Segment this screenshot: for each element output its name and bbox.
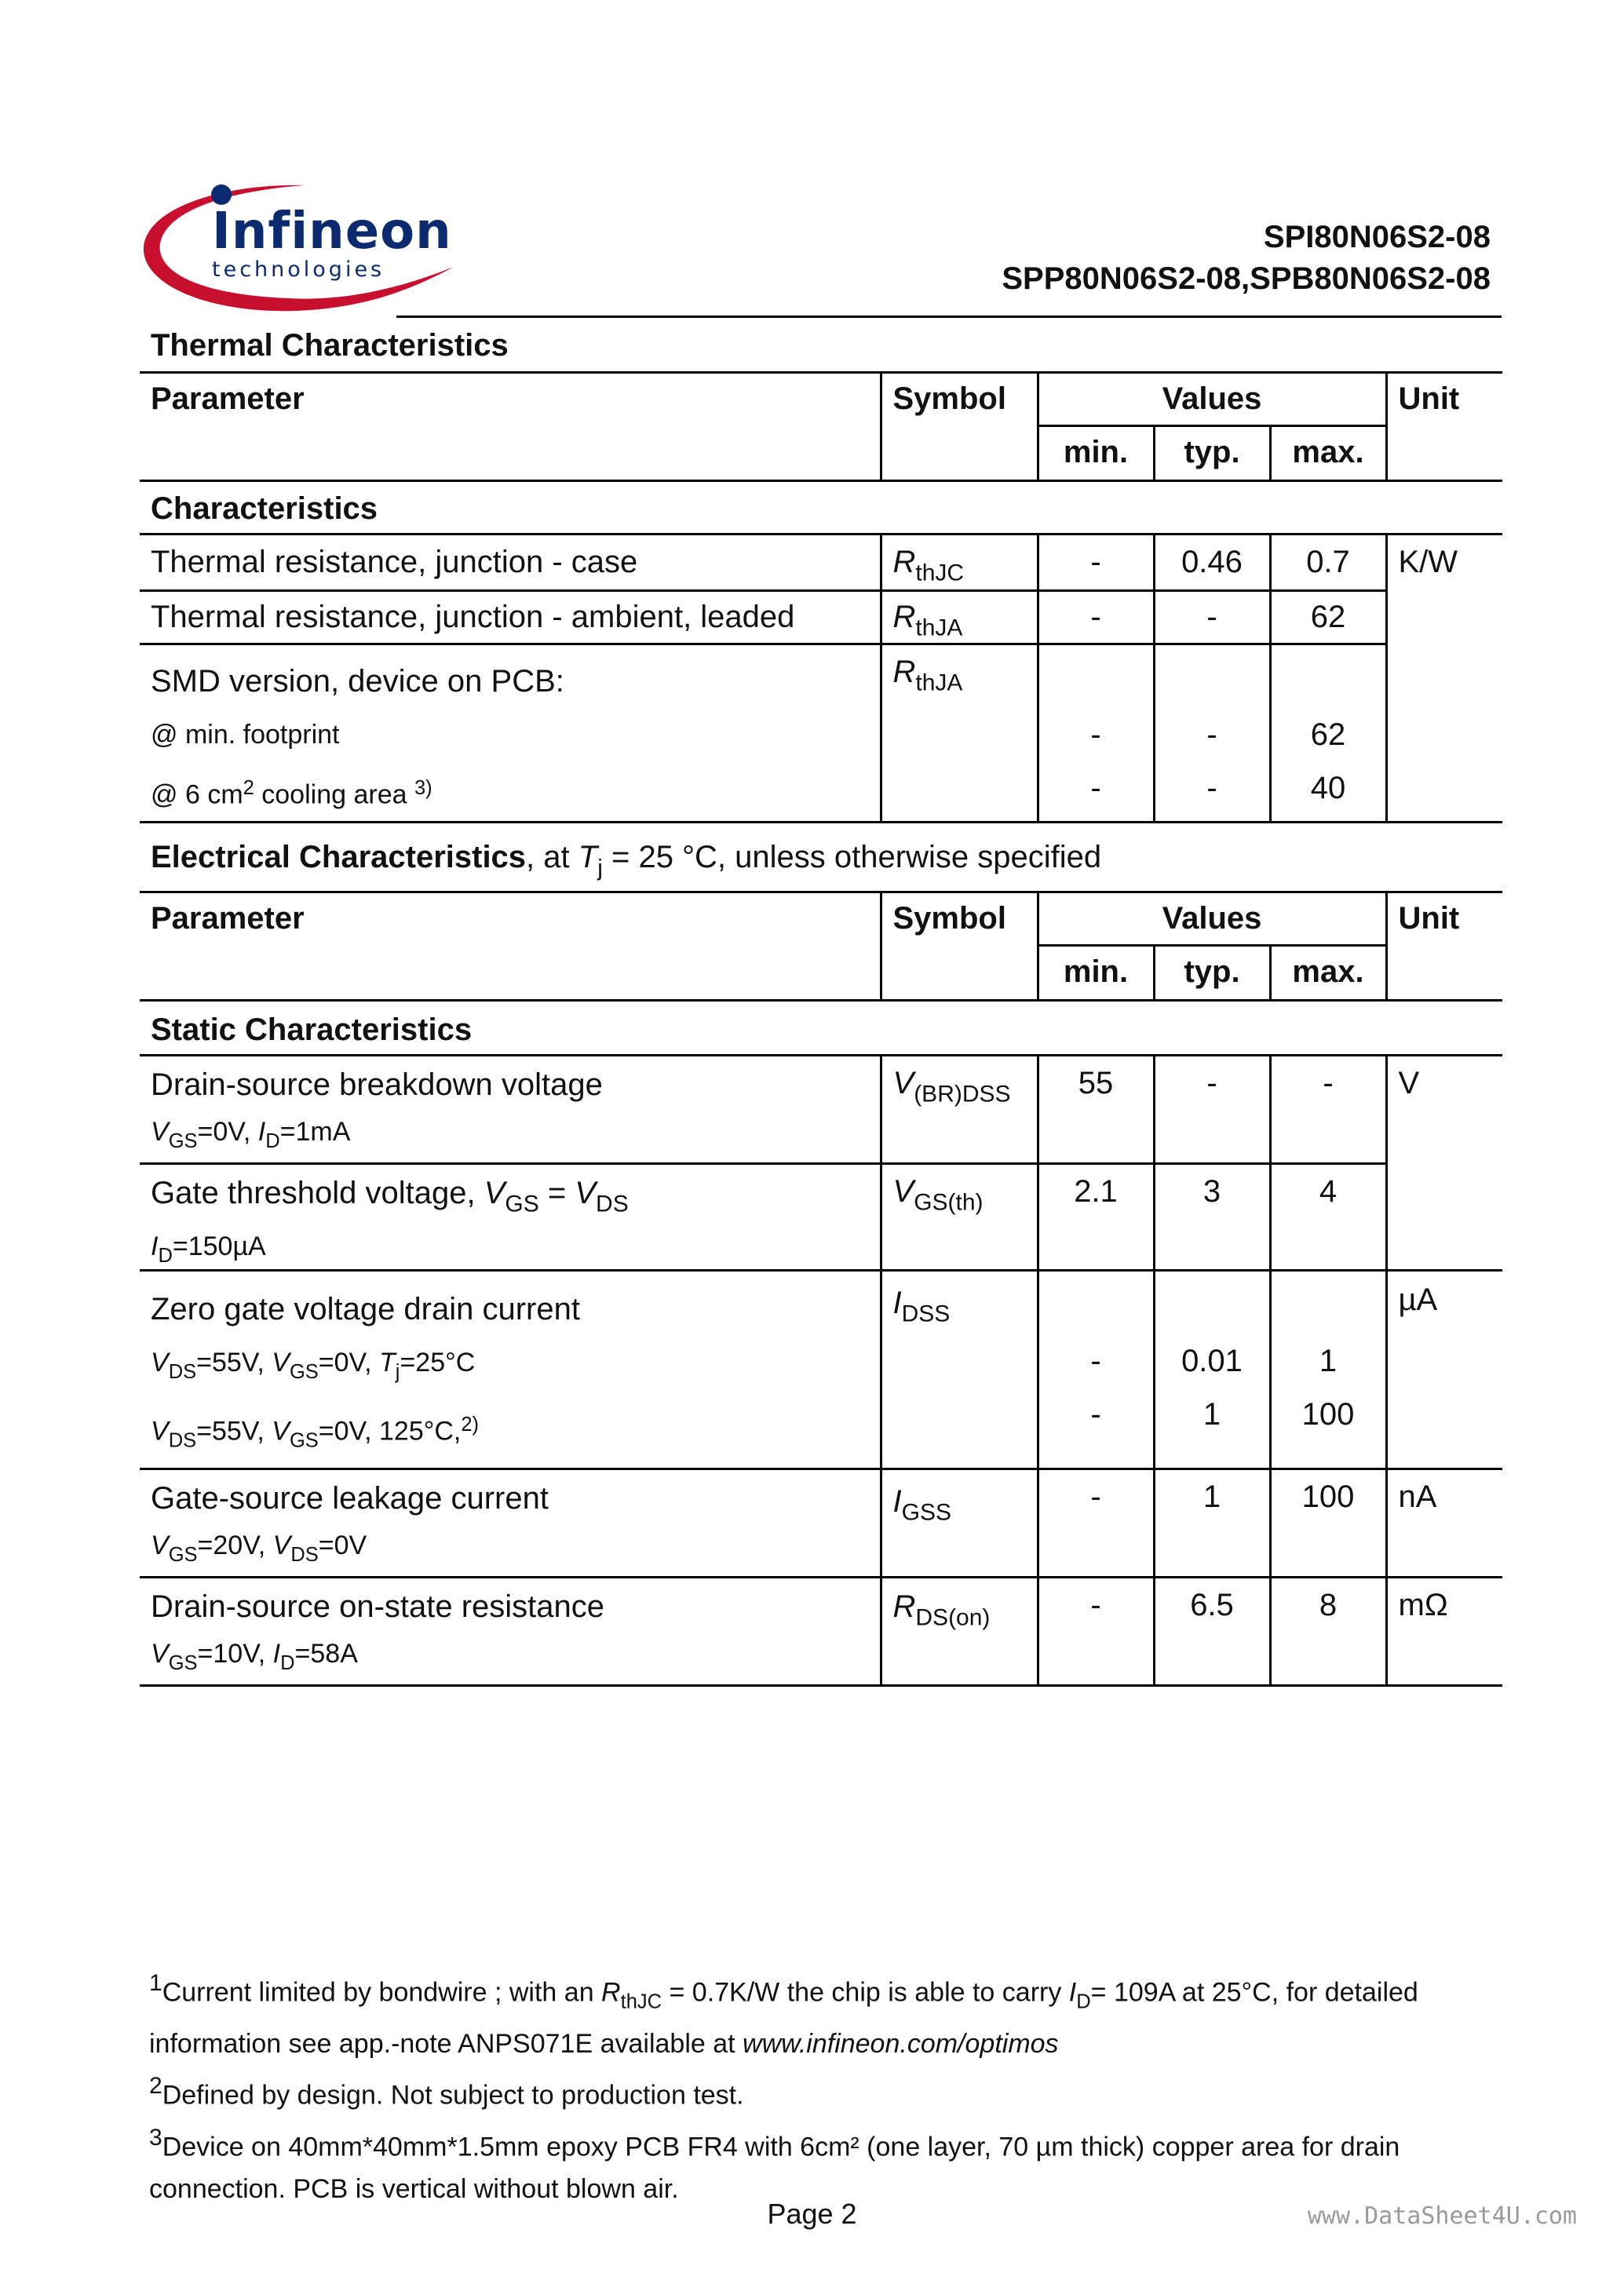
col-header-parameter: Parameter bbox=[151, 381, 305, 416]
typ-cell: - - bbox=[1154, 644, 1270, 822]
max-cell: 4 bbox=[1270, 1163, 1386, 1270]
watermark: www.DataSheet4U.com bbox=[1307, 2202, 1577, 2230]
param-cell: Gate-source leakage current $V_{GS}=20V$, $V_{DS}=0V$ bbox=[151, 1480, 549, 1566]
col-header-values: Values bbox=[1038, 892, 1386, 945]
section-title: Electrical Characteristics, at $T_j = 25$ °C, unless otherwise specified bbox=[151, 840, 1102, 881]
max-cell: 8 bbox=[1270, 1577, 1386, 1685]
symbol-cell: $R_{thJC}$ bbox=[881, 534, 1038, 590]
unit-cell: µA bbox=[1386, 1270, 1502, 1469]
electrical-characteristics-table bbox=[140, 840, 1502, 1687]
page-number: Page 2 bbox=[767, 2198, 857, 2230]
typ-cell: 3 bbox=[1154, 1163, 1270, 1270]
max-cell: 100 bbox=[1270, 1469, 1386, 1577]
param-cell: SMD version, device on PCB: @ min. footprint @ 6 $cm^2$ cooling area $^{3)}$ bbox=[151, 663, 564, 809]
col-header-symbol: Symbol bbox=[881, 892, 1038, 1000]
max-cell: 62 bbox=[1270, 590, 1386, 644]
table-row bbox=[140, 1163, 1502, 1270]
table-row bbox=[140, 590, 1502, 644]
footnotes bbox=[149, 1962, 1499, 2210]
footnote-3: 3Device on 40mm*40mm*1.5mm epoxy PCB FR4 with 6cm² (one layer, 70 µm thick) copper area for drain bbox=[149, 2124, 1400, 2162]
table-row bbox=[140, 534, 1502, 590]
col-header-unit: Unit bbox=[1386, 892, 1502, 1000]
param-cell: Zero gate voltage drain current $V_{DS}=55V$, $V_{GS}=0V$, $T_j=25^\circ C$ $V_{DS}=55V$, $V_{GS}=0V$, 125°C,$^{2)}$ bbox=[151, 1291, 580, 1452]
param-cell: Drain-source on-state resistance $V_{GS}=10V$, $I_D=58A$ bbox=[151, 1589, 605, 1674]
section-title: Thermal Characteristics bbox=[151, 328, 509, 363]
symbol-cell: $I_{GSS}$ bbox=[881, 1469, 1038, 1577]
footnote-3-line-2: connection. PCB is vertical without blown air. bbox=[149, 2174, 679, 2205]
min-cell: - - bbox=[1038, 644, 1154, 822]
param-cell: Thermal resistance, junction - case bbox=[151, 544, 638, 579]
col-header-symbol: Symbol bbox=[881, 372, 1038, 480]
unit-cell: K/W bbox=[1386, 534, 1502, 822]
min-cell: - - bbox=[1038, 1270, 1154, 1469]
typ-cell: 0.01 1 bbox=[1154, 1270, 1270, 1469]
param-cell: Drain-source breakdown voltage $V_{GS}=0V$, $I_D=1mA$ bbox=[151, 1067, 603, 1152]
unit-cell: nA bbox=[1386, 1469, 1502, 1577]
max-cell: 1 100 bbox=[1270, 1270, 1386, 1469]
part-numbers bbox=[1002, 217, 1491, 300]
part-number-line-1: SPI80N06S2-08 bbox=[1263, 220, 1491, 254]
table-row bbox=[140, 1469, 1502, 1577]
col-header-typ: typ. bbox=[1154, 425, 1270, 480]
symbol-cell: $R_{thJA}$ bbox=[881, 644, 1038, 822]
symbol-cell: $R_{thJA}$ bbox=[881, 590, 1038, 644]
footnote-2: 2Defined by design. Not subject to production test. bbox=[149, 2073, 744, 2111]
footnote-1: 1Current limited by bondwire ; with an $R_{thJC} = 0.7K/W$ the chip is able to carry $I_D= 109A$ at 25°C, for detailed bbox=[149, 1970, 1418, 2013]
table-row bbox=[140, 644, 1502, 822]
typ-cell: 6.5 bbox=[1154, 1577, 1270, 1685]
min-cell: 55 bbox=[1038, 1055, 1154, 1163]
col-header-parameter: Parameter bbox=[151, 900, 305, 936]
max-cell: 0.7 bbox=[1270, 534, 1386, 590]
logo-tagline: technologies bbox=[212, 257, 385, 282]
col-header-typ: typ. bbox=[1154, 945, 1270, 1000]
unit-cell: V bbox=[1386, 1055, 1502, 1270]
table-row bbox=[140, 1577, 1502, 1685]
table-row bbox=[140, 1055, 1502, 1163]
param-cell: Thermal resistance, junction - ambient, leaded bbox=[151, 599, 795, 634]
typ-cell: - bbox=[1154, 1055, 1270, 1163]
symbol-cell: $R_{DS(on)}$ bbox=[881, 1577, 1038, 1685]
thermal-characteristics-table bbox=[140, 328, 1502, 823]
typ-cell: - bbox=[1154, 590, 1270, 644]
group-title: Characteristics bbox=[151, 491, 378, 526]
min-cell: 2.1 bbox=[1038, 1163, 1154, 1270]
max-cell: - bbox=[1270, 1055, 1386, 1163]
logo-wordmark: Infineon bbox=[212, 202, 452, 261]
col-header-max: max. bbox=[1270, 425, 1386, 480]
typ-cell: 0.46 bbox=[1154, 534, 1270, 590]
min-cell: - bbox=[1038, 1577, 1154, 1685]
optimos-link[interactable]: www.infineon.com/optimos bbox=[743, 2029, 1059, 2060]
min-cell: - bbox=[1038, 590, 1154, 644]
infineon-logo bbox=[140, 179, 454, 320]
col-header-min: min. bbox=[1038, 425, 1154, 480]
symbol-cell: $V_{GS(th)}$ bbox=[881, 1163, 1038, 1270]
header-rule bbox=[396, 316, 1502, 318]
symbol-cell: $V_{(BR)DSS}$ bbox=[881, 1055, 1038, 1163]
col-header-max: max. bbox=[1270, 945, 1386, 1000]
min-cell: - bbox=[1038, 1469, 1154, 1577]
typ-cell: 1 bbox=[1154, 1469, 1270, 1577]
unit-cell: mΩ bbox=[1386, 1577, 1502, 1685]
part-number-line-2: SPP80N06S2-08,SPB80N06S2-08 bbox=[1002, 261, 1491, 296]
col-header-unit: Unit bbox=[1386, 372, 1502, 480]
max-cell: 62 40 bbox=[1270, 644, 1386, 822]
group-title: Static Characteristics bbox=[151, 1012, 473, 1047]
param-cell: Gate threshold voltage, $V_{GS} = V_{DS}$ $I_D=150\mu A$ bbox=[151, 1175, 629, 1267]
col-header-min: min. bbox=[1038, 945, 1154, 1000]
min-cell: - bbox=[1038, 534, 1154, 590]
footnote-1-line-2: information see app.-note ANPS071E available at www.infineon.com/optimos bbox=[149, 2029, 1059, 2060]
symbol-cell: $I_{DSS}$ bbox=[881, 1270, 1038, 1469]
col-header-values: Values bbox=[1038, 372, 1386, 425]
table-row bbox=[140, 1270, 1502, 1469]
